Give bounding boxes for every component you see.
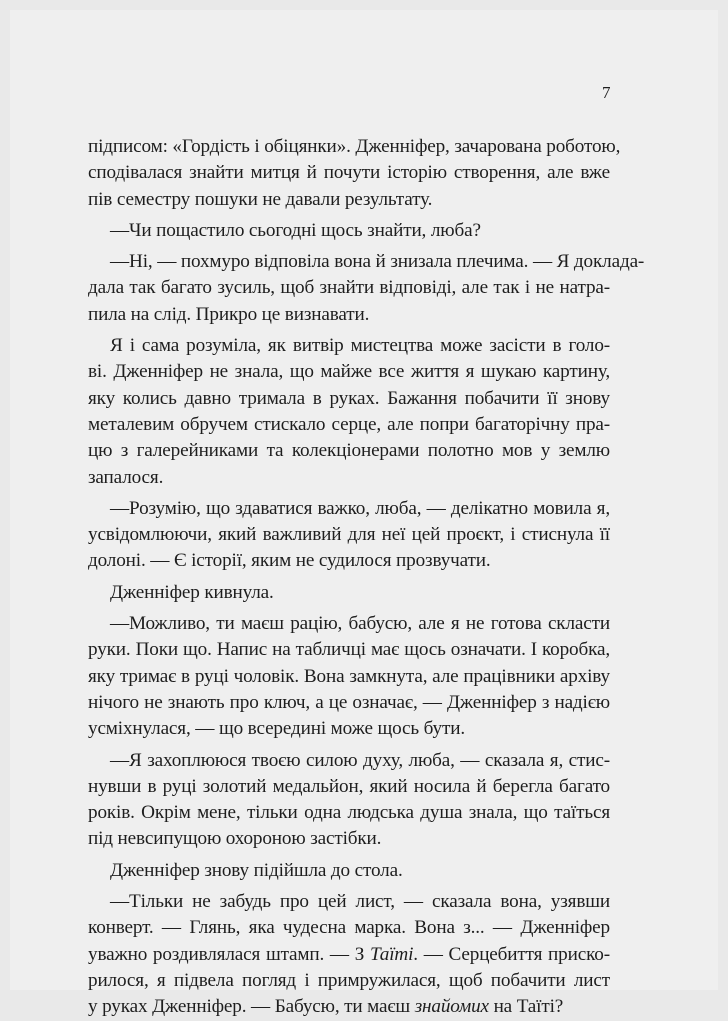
text-line: ві. Дженніфер не знала, що майже все життя я шукаю картину, bbox=[88, 361, 610, 383]
text-line: —Тільки не забудь про цей лист, — сказала вона, узявши bbox=[110, 891, 610, 913]
paragraph-5 bbox=[88, 496, 610, 575]
text-line: рилося, я підвела погляд і примружилася, щоб побачити лист bbox=[88, 969, 610, 991]
text-line-with-italic bbox=[88, 994, 610, 1020]
text-line: під невсипущою охороною застібки. bbox=[88, 828, 382, 850]
text-line: підписом: «Гордість і обіцянки». Дженніфер, зачарована роботою, bbox=[88, 136, 621, 157]
paragraph-9 bbox=[88, 858, 610, 884]
text-line: металевим обручем стискало серце, але попри багаторічну пра- bbox=[88, 413, 610, 435]
text-line: —Я захоплююся твоєю силою духу, люба, — сказала я, стис- bbox=[110, 749, 610, 771]
page-text bbox=[88, 134, 645, 1021]
italic-word-znaiomykh: знайомих bbox=[414, 996, 489, 1018]
paragraph-7 bbox=[88, 611, 610, 742]
text-run: на Таїті? bbox=[488, 996, 564, 1018]
text-line: нічого не знають про ключ, а це означає, — Дженніфер з надією bbox=[88, 691, 610, 713]
text-line: Я і сама розуміла, як витвір мистецтва може засісти в голо- bbox=[110, 335, 610, 357]
text-line-with-italic bbox=[88, 942, 610, 968]
paragraph-10 bbox=[88, 889, 610, 1020]
text-line: запалося. bbox=[88, 466, 164, 488]
text-line: усміхнулася, — що всередині може щось бути. bbox=[88, 718, 465, 740]
paragraph-6 bbox=[88, 580, 610, 606]
text-line: пила на слід. Прикро це визнавати. bbox=[88, 303, 370, 325]
text-line: Дженніфер кивнула. bbox=[110, 581, 274, 603]
page-number: 7 bbox=[602, 83, 611, 102]
text-line: років. Окрім мене, тільки одна людська душа знала, що таїться bbox=[88, 802, 610, 824]
text-line: дала так багато зусиль, щоб знайти відповіді, але так і не натра- bbox=[88, 277, 610, 299]
paragraph-4 bbox=[88, 333, 610, 491]
text-line: цю з галерейниками та колекціонерами полотно мов у землю bbox=[88, 440, 610, 462]
text-line: сподівалася знайти митця й почути історію створення, але вже bbox=[88, 162, 610, 184]
text-line: руки. Поки що. Напис на табличці має щось означати. І коробка, bbox=[88, 639, 610, 661]
text-run: . — Серцебиття приско- bbox=[413, 943, 610, 965]
text-run: уважно роздивлялася штамп. — З bbox=[88, 943, 370, 965]
text-line: пів семестру пошуки не давали результату. bbox=[88, 188, 433, 210]
book-page bbox=[10, 10, 718, 1018]
text-line: нувши в руці золотий медальйон, який носила й берегла багато bbox=[88, 775, 610, 797]
paragraph-3 bbox=[88, 249, 645, 328]
text-line: долоні. — Є історії, яким не судилося прозвучати. bbox=[88, 550, 491, 572]
text-line: —Чи пощастило сьогодні щось знайти, люба? bbox=[110, 219, 481, 241]
paragraph-8 bbox=[88, 748, 610, 853]
text-line: —Розумію, що здаватися важко, люба, — делікатно мовила я, bbox=[110, 497, 610, 519]
text-line: —Можливо, ти маєш рацію, бабусю, але я не готова скласти bbox=[110, 613, 610, 635]
text-line: —Ні, — похмуро відповіла вона й знизала плечима. — Я доклада- bbox=[110, 251, 645, 273]
text-line: яку тримає в руці чоловік. Вона замкнута, але працівники архіву bbox=[88, 665, 610, 687]
paragraph-2 bbox=[88, 218, 610, 244]
text-line: яку колись давно тримала в руках. Бажання побачити її знову bbox=[88, 387, 610, 409]
paragraph-1 bbox=[88, 134, 621, 213]
text-line: Дженніфер знову підійшла до стола. bbox=[110, 859, 403, 881]
text-run: у руках Дженніфер. — Бабусю, ти маєш bbox=[88, 996, 415, 1018]
text-line: усвідомлюючи, який важливий для неї цей проєкт, і стиснула її bbox=[88, 524, 610, 546]
italic-word-tahiti: Таїті bbox=[369, 943, 414, 965]
text-line: конверт. — Глянь, яка чудесна марка. Вона з... — Дженніфер bbox=[88, 917, 610, 939]
